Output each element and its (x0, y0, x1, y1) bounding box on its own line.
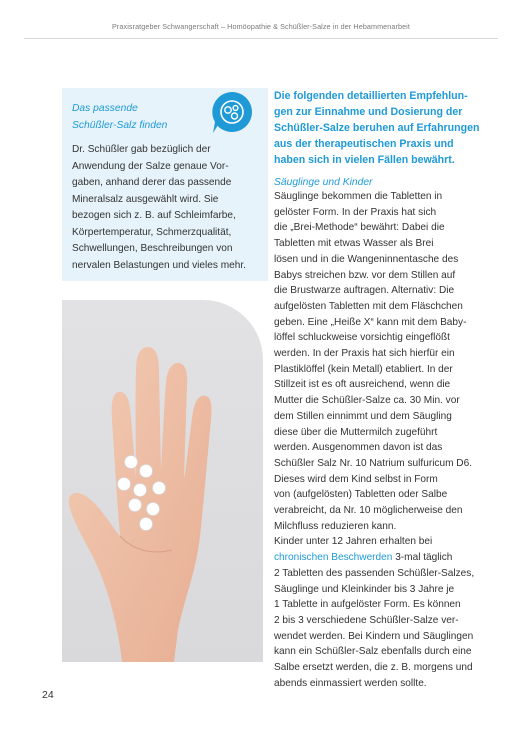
highlight-term: chronischen Beschwerden (274, 552, 393, 564)
body-line: gelöster Form. In der Praxis hat sich (274, 206, 437, 218)
body-line: verabreicht, da Nr. 10 möglicherweise den (274, 505, 463, 517)
body-line: Säuglinge und Kleinkinder bis 3 Jahre je (274, 583, 455, 595)
info-box-line: bezogen sich z. B. auf Schleimfarbe, (72, 210, 236, 221)
body-line: abends einmassiert werden sollte. (274, 677, 427, 689)
body-line: Säuglinge bekommen die Tabletten in (274, 191, 443, 202)
info-box-line: Körpertemperatur, Schmerzqualität, (72, 226, 232, 238)
body-line: kann ein Schüßler-Salz ebenfalls durch eine (274, 646, 472, 658)
body-line: löffel schluckweise vorsichtig eingeflößt (274, 332, 450, 344)
body-line: dem Stillen einnimmt und dem Säugling (274, 410, 452, 422)
body-line: lösen und in die Wangeninnentasche des (274, 253, 459, 265)
body-line: die Brustwarze auftragen. Alternativ: Die (274, 285, 455, 297)
info-box-line: Schwellungen, Beschreibungen von (72, 243, 233, 254)
info-box-title-line: Schüßler-Salz finden (72, 120, 168, 131)
body-line: Tabletten mit etwas Wasser als Brei (274, 238, 434, 250)
section-heading: Säuglinge und Kinder (274, 177, 373, 188)
info-box-line: gaben, anhand derer das passende (72, 177, 232, 188)
intro-line: Schüßler-Salze beruhen auf Erfahrungen (274, 122, 480, 134)
intro-paragraph (274, 88, 480, 168)
body-line: Mutter die Schüßler-Salze ca. 30 Min. vor (274, 395, 460, 407)
header-divider (24, 38, 498, 39)
body-line: werden. In der Praxis hat sich hierfür ein (274, 348, 455, 360)
running-header: Praxisratgeber Schwangerschaft – Homöopathie & Schüßler-Salze in der Hebammenarbeit (112, 22, 410, 31)
photo-hand-with-tablets (62, 300, 263, 662)
body-line: werden. Ausgenommen davon ist das (274, 442, 443, 454)
info-box-line: nervalen Belastungen und vieles mehr. (72, 259, 246, 271)
hand-illustration (62, 300, 263, 662)
body-line: die „Brei-Methode“ bewährt: Dabei die (274, 222, 445, 234)
highlight-rest: 3-mal täglich (392, 552, 453, 564)
body-line: Babys streichen bzw. vor dem Stillen auf (274, 269, 456, 281)
body-line: aufgelösten Tabletten mit dem Fläschchen (274, 300, 463, 312)
info-box-line: Dr. Schüßler gab bezüglich der (72, 144, 211, 155)
body-line: 2 Tabletten des passenden Schüßler-Salzes, (274, 567, 475, 579)
info-box-text (72, 142, 268, 274)
body-line: diese über die Muttermilch zugeführt (274, 426, 438, 438)
body-line: Schüßler Salz Nr. 10 Natrium sulfuricum D6. (274, 457, 473, 469)
body-line: von (aufgelösten) Tabletten oder Salbe (274, 489, 448, 501)
body-line: 1 Tablette in aufgelöster Form. Es können (274, 599, 461, 611)
pills-in-circle-icon (209, 89, 255, 135)
body-line: Salbe ersetzt werden, die z. B. morgens und (274, 662, 473, 674)
body-line: Milchfluss reduzieren kann. (274, 520, 397, 532)
body-line: Kinder unter 12 Jahren erhalten bei (274, 536, 433, 548)
info-box (62, 88, 268, 281)
body-line-highlight (274, 550, 474, 566)
intro-line: haben sich in vielen Fällen bewährt. (274, 154, 455, 166)
body-line: geben. Eine „Heiße X“ kann mit dem Baby- (274, 316, 467, 328)
body-line: Plastiklöffel (kein Metall) etabliert. In der (274, 363, 453, 375)
body-line: 2 bis 3 verschiedene Schüßler-Salze ver- (274, 614, 459, 626)
body-line: wendet werden. Bei Kindern und Säuglingen (274, 630, 474, 642)
body-line: Stillzeit ist es oft ausreichend, wenn die (274, 379, 451, 391)
info-box-title (72, 100, 212, 134)
body-paragraph (274, 189, 474, 692)
intro-line: aus der therapeutischen Praxis und (274, 138, 454, 150)
info-box-line: Mineralsalz ausgewählt wird. Sie (72, 193, 219, 205)
info-box-line: Anwendung der Salze genaue Vor- (72, 160, 229, 172)
page-number: 24 (42, 689, 54, 701)
body-line: Dieses wird dem Kind selbst in Form (274, 473, 438, 485)
intro-line: Die folgenden detaillierten Empfehlun- (274, 90, 468, 102)
info-box-title-line: Das passende (72, 103, 138, 114)
intro-line: gen zur Einnahme und Dosierung der (274, 106, 463, 118)
